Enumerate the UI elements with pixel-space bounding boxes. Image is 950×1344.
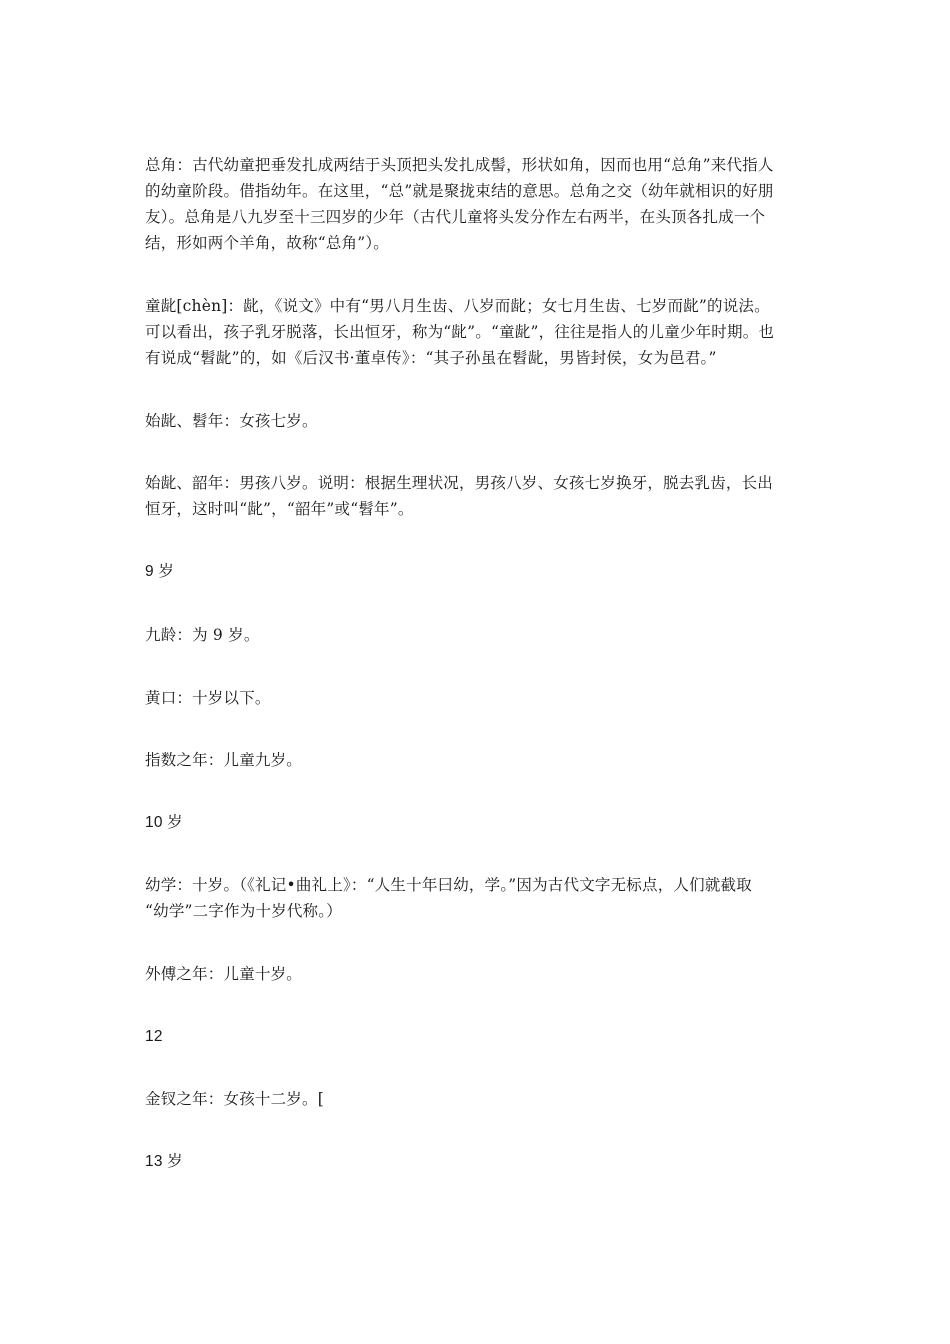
text-line: 童龀[chèn]：龀，《说文》中有“男八月生齿、八岁而龀；女七月生齿、七岁而龀”的说法。	[145, 297, 770, 315]
text-line: 结，形如两个羊角，故称“总角”）。	[145, 234, 389, 252]
text-line: 黄口：十岁以下。	[145, 689, 271, 707]
section-heading-age-13	[145, 1149, 810, 1175]
paragraph-jiuling	[145, 622, 810, 648]
section-heading-age-10	[145, 810, 810, 836]
paragraph-shichen-girl	[145, 408, 810, 434]
paragraph-waifu	[145, 961, 810, 987]
text-line: 九龄：为 9 岁。	[145, 626, 260, 644]
text-line: 的幼童阶段。借指幼年。在这里，“总”就是聚拢束结的意思。总角之交（幼年就相识的好朋	[145, 182, 774, 200]
paragraph-jinchai	[145, 1086, 810, 1112]
paragraph-shichen-boy	[145, 470, 810, 522]
text-line: 指数之年：儿童九岁。	[145, 751, 303, 769]
text-line: 友）。总角是八九岁至十三四岁的少年（古代儿童将头发分作左右两半，在头顶各扎成一个	[145, 208, 766, 226]
heading-text: 10 岁	[145, 814, 183, 831]
paragraph-tongchen	[145, 293, 810, 371]
document-page	[145, 152, 810, 1175]
text-line: 有说成“髫龀”的，如《后汉书·董卓传》：“其子孙虽在髫龀，男皆封侯，女为邑君。”	[145, 349, 717, 367]
heading-text: 12	[145, 1028, 163, 1045]
paragraph-zongjiao	[145, 152, 810, 256]
text-line: 始龀、韶年：男孩八岁。说明：根据生理状况，男孩八岁、女孩七岁换牙，脱去乳齿，长出	[145, 474, 774, 492]
text-line: 可以看出，孩子乳牙脱落，长出恒牙，称为“龀”。“童龀”，往往是指人的儿童少年时期。也	[145, 323, 775, 341]
text-line: “幼学”二字作为十岁代称。）	[145, 902, 342, 920]
text-line: 外傅之年：儿童十岁。	[145, 965, 303, 983]
paragraph-zhishu	[145, 747, 810, 773]
text-line: 总角：古代幼童把垂发扎成两结于头顶把头发扎成髻，形状如角，因而也用“总角”来代指人	[145, 156, 774, 174]
paragraph-youxue	[145, 872, 810, 924]
text-line: 金钗之年：女孩十二岁。[	[145, 1090, 324, 1108]
heading-text: 13 岁	[145, 1153, 183, 1170]
text-line: 始龀、髫年：女孩七岁。	[145, 412, 318, 430]
heading-text: 9 岁	[145, 563, 175, 580]
paragraph-huangkou	[145, 685, 810, 711]
section-heading-age-9	[145, 559, 810, 585]
text-line: 幼学：十岁。（《礼记•曲礼上》：“人生十年曰幼，学。”因为古代文字无标点，人们就截取	[145, 876, 752, 894]
text-line: 恒牙，这时叫“龀”，“韶年”或“髫年”。	[145, 500, 414, 518]
section-heading-age-12	[145, 1024, 810, 1050]
